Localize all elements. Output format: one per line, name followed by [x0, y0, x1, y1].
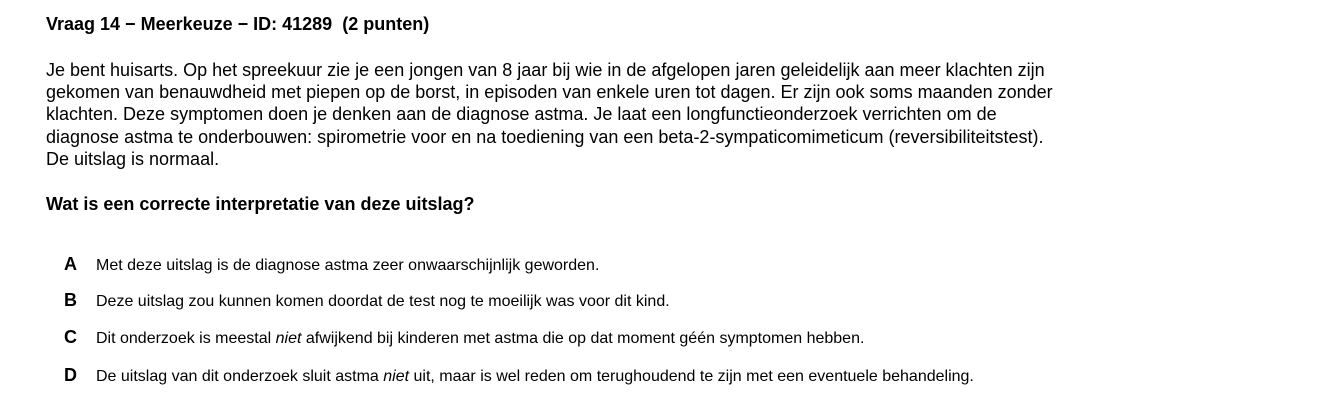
option-text: De uitslag van dit onderzoek sluit astma niet uit, maar is wel reden om terughoudend te zijn met een eventuele behandeling.: [96, 368, 974, 385]
stem-line: Je bent huisarts. Op het spreekuur zie je een jongen van 8 jaar bij wie in de afgelopen jaren geleidelijk aan meer klachten zijn: [46, 60, 1045, 80]
option-letter: D: [64, 365, 77, 385]
question-prompt: Wat is een correcte interpretatie van deze uitslag?: [46, 194, 475, 214]
option-letter: B: [64, 290, 77, 310]
option-text: Deze uitslag zou kunnen komen doordat de test nog te moeilijk was voor dit kind.: [96, 293, 670, 310]
stem-line: diagnose astma te onderbouwen: spirometrie voor en na toediening van een beta-2-sympaticomimeticum (reversibiliteitstest).: [46, 126, 1044, 147]
option-letter: C: [64, 327, 77, 347]
stem-line: klachten. Deze symptomen doen je denken aan de diagnose astma. Je laat een longfunctieonderzoek verrichten om de: [46, 104, 997, 125]
question-stem: [46, 59, 1106, 170]
answer-option-b[interactable]: [64, 290, 670, 312]
question-title: Vraag 14 − Meerkeuze − ID: 41289: [46, 14, 333, 34]
option-text: Met deze uitslag is de diagnose astma zeer onwaarschijnlijk geworden.: [96, 257, 600, 274]
option-text: Dit onderzoek is meestal niet afwijkend bij kinderen met astma die op dat moment géén symptomen hebben.: [96, 330, 865, 347]
stem-line: gekomen van benauwdheid met piepen op de borst, in episoden van enkele uren tot dagen. Er zijn ook soms maanden zonder: [46, 82, 1053, 103]
question-header: [46, 14, 429, 35]
option-letter: A: [64, 254, 77, 274]
answer-option-a[interactable]: [64, 254, 599, 276]
stem-line: De uitslag is normaal.: [46, 148, 220, 169]
answer-option-d[interactable]: [64, 365, 974, 387]
answer-option-c[interactable]: [64, 327, 864, 349]
question-points: (2 punten): [342, 14, 430, 34]
